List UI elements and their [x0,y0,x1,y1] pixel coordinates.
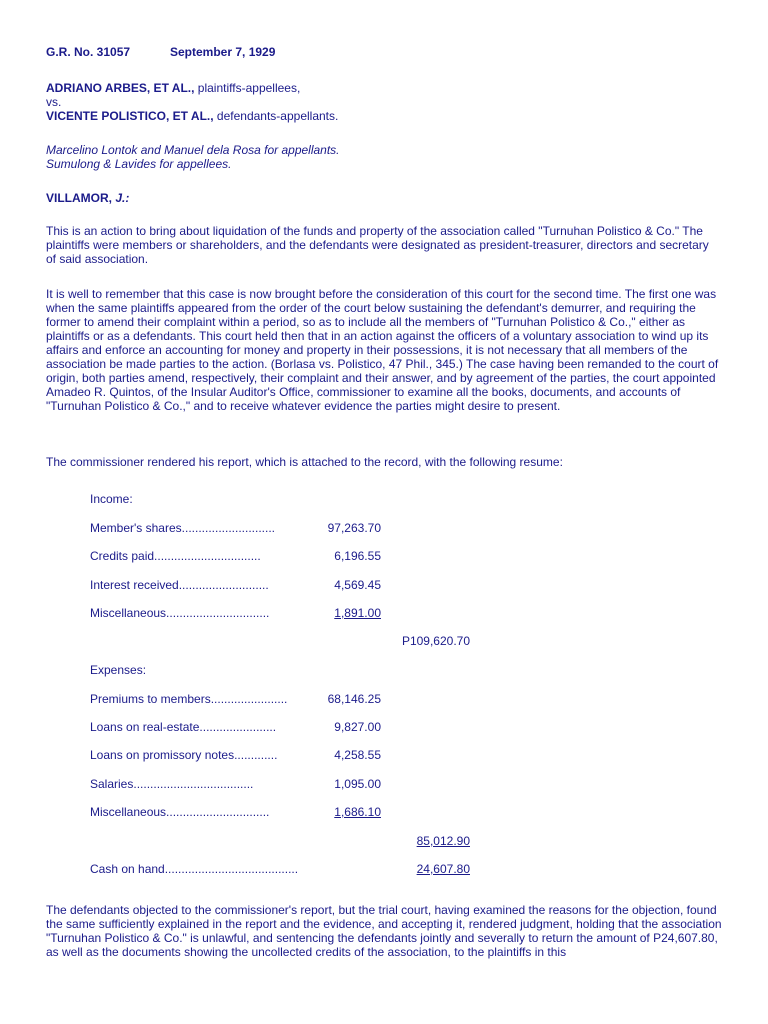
income-amount: 97,263.70 [327,521,381,535]
expense-amount: 9,827.00 [334,720,381,734]
cash-label: Cash on hand........................................ [90,862,299,876]
paragraph-1: This is an action to bring about liquidation of the funds and property of the association called "Turnuhan Polistico & Co." The plaintiffs were members or shareholders, and the defendants were designated as president-treasurer, directors and secretary of said association. [46,224,709,266]
income-label: Credits paid................................ [90,549,261,563]
income-label: Miscellaneous............................... [90,606,270,620]
plaintiffs-name: ADRIANO ARBES, ET AL., [46,81,195,95]
expense-label: Loans on promissory notes............. [90,748,278,762]
defendants-line [46,109,726,123]
income-total: P109,620.70 [401,634,470,648]
ponente [46,191,129,205]
cash-amount: 24,607.80 [416,862,470,876]
decision-date: September 7, 1929 [170,45,276,59]
case-parties [46,81,726,123]
expense-label: Miscellaneous............................... [90,805,270,819]
ponente-suffix: J.: [115,191,130,205]
plaintiffs-role: plaintiffs-appellees, [197,81,301,95]
ponente-name: VILLAMOR, [46,191,112,205]
expense-amount: 1,095.00 [334,777,381,791]
counsel-block [46,143,340,171]
defendants-name: VICENTE POLISTICO, ET AL., [46,109,214,123]
income-amount: 6,196.55 [334,549,381,563]
income-label: Interest received........................... [90,578,269,592]
counsel-appellants: Marcelino Lontok and Manuel dela Rosa for appellants. [46,143,340,157]
expense-label: Premiums to members....................... [90,692,288,706]
expense-label: Loans on real-estate....................... [90,720,277,734]
income-amount: 1,891.00 [334,606,381,620]
defendants-role: defendants-appellants. [216,109,339,123]
income-amount: 4,569.45 [334,578,381,592]
expense-label: Salaries.................................... [90,777,254,791]
counsel-appellees: Sumulong & Lavides for appellees. [46,157,232,171]
case-caption [46,45,276,59]
plaintiffs-line [46,81,726,95]
versus: vs. [46,95,62,109]
expense-amount: 4,258.55 [334,748,381,762]
expense-amount: 1,686.10 [334,805,381,819]
paragraph-2: It is well to remember that this case is now brought before the consideration of this court for the second time. The first one was when the same plaintiffs appeared from the order of the court below sustaining the defendant's demurrer, and requiring the former to amend their complaint within a period, so as to include all the members of "Turnuhan Polistico & Co.," either as plaintiffs or as a defendants. This court held then that in an action against the officers of a voluntary association to wind up its affairs and enforce an accounting for money and property in their possessions, it is not necessary that all members of the association be made parties to the action. (Borlasa vs. Polistico, 47 Phil., 345.) The case having been remanded to the court of origin, both parties amend, respectively, their complaint and their answer, and by agreement of the parties, the court appointed Amadeo R. Quintos, of the Insular Auditor's Office, commissioner to examine all the books, documents, and accounts of "Turnuhan Polistico & Co.," and to receive whatever evidence the parties might desire to present. [46,287,719,413]
expense-amount: 68,146.25 [327,692,381,706]
income-label: Member's shares............................ [90,521,276,535]
expenses-total: 85,012.90 [416,834,470,848]
paragraph-4: The defendants objected to the commissioner's report, but the trial court, having examined the reasons for the objection, found the same sufficiently explained in the report and the evidence, and accepting it, rendered judgment, holding that the association "Turnuhan Polistico & Co." is unlawful, and sentencing the defendants jointly and severally to return the amount of P24,607.80, as well as the documents showing the uncollected credits of the association, to the plaintiffs in this [46,903,722,959]
paragraph-3: The commissioner rendered his report, which is attached to the record, with the following resume: [46,455,563,469]
gr-number: G.R. No. 31057 [46,45,131,59]
